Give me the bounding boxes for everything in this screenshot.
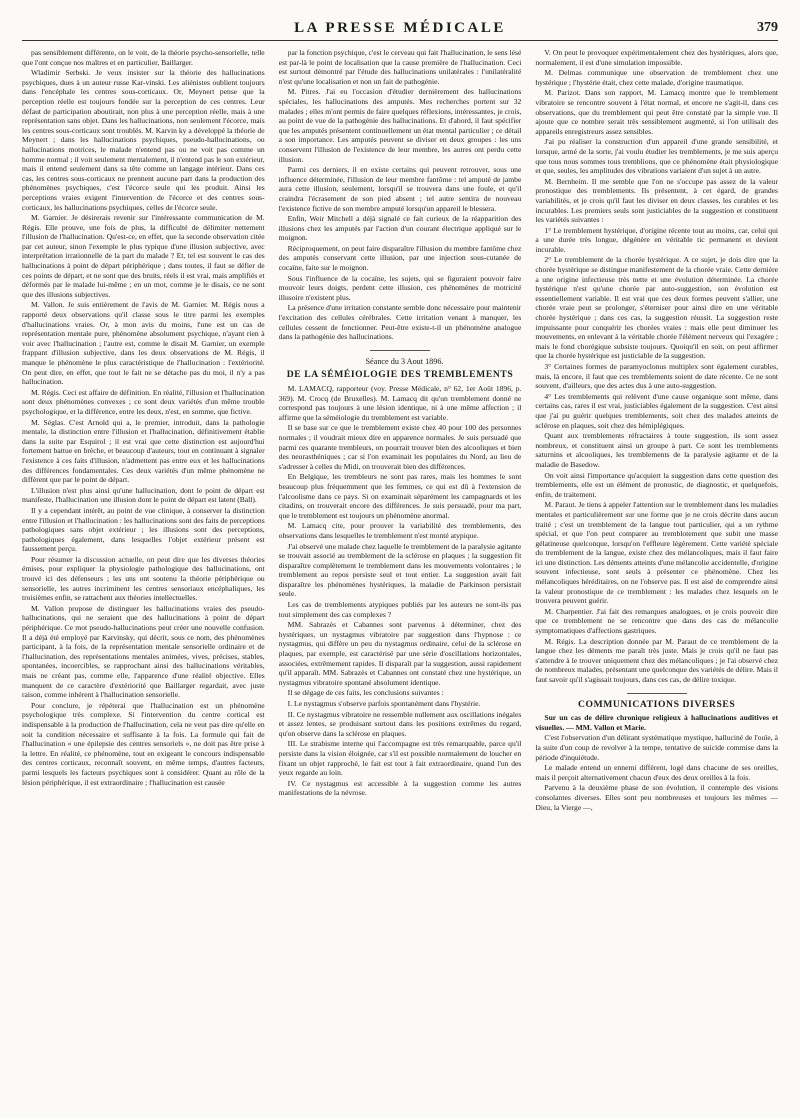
paragraph: V. On peut le provoquer expérimentalement chez des hystériques, alors que, normalement, il est d'une simulation impossible. [535,48,779,67]
paragraph: Pour conclure, je répéterai que l'hallucination est un phénomène psychologique très complexe. Si l'intervention du centre cortical est indispensable à la production de l'hallucination, cela ne veut pas dire qu'elle en soit la condition nécessaire et suffisante à la fois. La formule qui fait de l'hallucination « une épilepsie des centres sensoriels », ne doit pas être prise à la lettre. En réalité, ce phénomène, tout en exigeant le concours indispensable des centres corticaux, reconnaît souvent, en même temps, d'autres facteurs, parmi lesquels les facteurs psychiques sont à considérer. Quant au rôle de la lésion périphérique, il est extraordinaire ; l'hallucination est causée [22,700,265,787]
paragraph: J'ai observé une malade chez laquelle le tremblement de la paralysie agitante se trouvait associé au tremblement de la sclérose en plaques ; la suggestion fit disparaître complètement le tremblement dans les mouvements volontaires ; le tremblement au repos persiste seul et tout entier. La suggestion avait fait disparaître les phénomènes hystériques, la maladie de Parkinson persistait seule. [278,541,522,599]
paragraph: M. LAMACQ, rapporteur (voy. Presse Médicale, n° 62, 1er Août 1896, p. 369). M. Crocq (de Bruxelles). M. Lamacq dit qu'un tremblement donné ne correspond pas toujours à une lésion identique, ni à une même affection ; il affirme que la séméiologie du tremblement est variable. [278,384,522,422]
paragraph: MM. Sabrazès et Cabannes sont parvenus à déterminer, chez des hystériques, un nystagmus vibratoire par suggestion dans l'hypnose : ce nystagmus, qui diffère un peu du nystagmus ordinaire, celui de la sclérose en plaques, par exemple, est caractérisé par une série d'oscillations horizontales, associées, extrêmement rapides. Il disparaît par la suggestion, aussi rapidement qu'il apparaît. MM. Sabrazès et Cabannes ont constaté chez une hystérique, un nystagmus vibratoire spontané absolument identique. [278,620,522,687]
paragraph: Wladimir Serbski. Je veux insister sur la théorie des hallucinations psychiques, dues à un auteur russe Kar-vinski. Les aliénistes oublient toujours dans l'encéphale les centres sous-corticaux. Or, Meynert pense que la perception réelle est toujours fondée sur la perception de ces centres. Leur défaut de participation aboutirait, non plus à une perception réelle, mais à une représentation sans objet. Dans les hallucinations, non seulement l'écorce, mais les centres sous-corticaux sont troublés. M. Karvin ky a développé la théorie de Meynert ; dans les hallucinations psychiques, pseudo-hallucinations, ou hallucinations motrices, le malade n'entend pas ou ne voit pas comme un homme normal ; il voit seulement mentalement, il n'entend pas le son extérieur, mais il entend seulement dans sa tête comme un langage intérieur. Dans ces cas, les centres sous-corticaux ne prennent aucune part dans la production des phénomènes psychiques, c'est l'écorce seule qui les produit. Ainsi les perceptions vraies exigent l'intervention de l'écorce et des centres sous-corticaux, les hallucinations psychiques, celles de l'écorce seule. [22,68,265,212]
paragraph: Le malade entend un ennemi différent, logé dans chacune de ses oreilles, mais il perçoit alternativement chacun d'eux des deux oreilles à la fois. [535,763,779,782]
paragraph: Il y a cependant intérêt, au point de vue clinique, à conserver la distinction entre l'illusion et l'hallucination : les hallucinations sont des faits de perceptions pathologiques sans objet extérieur ; les illusions sont des perceptions, pathologiques également, dans lesquelles l'objet extérieur présent est faussement perçu. [22,505,265,554]
section-divider [627,693,687,694]
section-heading-tremblements: DE LA SÉMÉIOLOGIE DES TREMBLEMENTS [286,369,514,381]
article-columns [22,48,778,1106]
paragraph: J'ai pu réaliser la construction d'un appareil d'une grande sensibilité, et lorsque, armé de la sorte, j'ai voulu étudier les tremblements, je me suis aperçu que tous nous sommes tous tremblions, que ce phénomène était physiologique et que, seules, les amplitudes des vibrations variaient d'un sujet à un autre. [535,137,779,176]
paragraph: M. Garnier. Je désirerais revenir sur l'intéressante communication de M. Régis. Elle prouve, une fois de plus, la difficulté de délimiter nettement l'illusion de l'hallucination. Qu'est-ce, en effet, que la seconde observation citée par cet auteur, sinon l'exemple le plus typique d'une illusion subjective, avec interprétation irrationnelle de la part du malade ? Et, tel est souvent le cas des hallucinations à point de départ périphérique ; dans toutes, il faut se défier de ces points de départ, et ne sont que des bruits, réels il est vrai, mais amplifiés et déformés par le malade lui-même ; en un mot, comme je le disais, ce ne sont que des illusions subjectives. [22,213,265,299]
paragraph: II. Ce nystagmus vibratoire ne ressemble nullement aux oscillations inégales et assez lentes, se produisant surtout dans les positions extrêmes du regard, qu'on observe dans la sclérose en plaques. [278,709,522,738]
paragraph: I. Le nystagmus s'observe parfois spontanément dans l'hystérie. [287,699,481,708]
paragraph: IV. Ce nystagmus est accessible à la suggestion comme les autres manifestations de la névrose. [278,778,522,798]
journal-title: LA PRESSE MÉDICALE [294,20,506,36]
paragraph: M. Vallon propose de distinguer les hallucinations vraies des pseudo-hallucinations, qui ne seraient que des hallucinations à point de départ périphérique. Ce mot pseudo-hallucinations peut créer une nouvelle confusion. Il a déjà été employé par Karvinsky, qui décrit, sous ce nom, des phénomènes participant, à la fois, de la représentation mentale sensorielle ordinaire et de l'hallucination, des représentations mentales animées, vives, précises, stables, spontanées, incoercibles, se rapprochant ainsi des hallucinations véritables, mais ne créant pas, comme elle, l'apparence d'une réalité objective. Elles manquent de ce caractère d'extériorité que Baillarger regardait, avec juste raison, comme inhérent à l'hallucination sensorielle. [22,603,265,700]
paragraph: Parvenu à la deuxième phase de son évolution, il contemple des visions consolantes diverses. Elles sont peu nombreuses et toujours les mêmes — Dieu, la Vierge —, [535,783,779,812]
paragraph: 1° Le tremblement hystérique, d'origine récente tout au moins, car, celui qui a une durée très longue, dégénère en véritable tic permanent et devient incurable. [535,225,779,254]
column-right [535,48,778,1106]
paragraph: M. Pitres. J'ai eu l'occasion d'étudier dernièrement des hallucinations spéciales, les hallucinations des amputés. Mes recherches portent sur 32 malades ; elles m'ont permis de faire quelques réflexions, intéressantes, je crois, au point de vue de la pathogénie des hallucinations. Et d'abord, il faut spécifier que les amputés présentent continuellement un état mental particulier ; ce détail a son importance. Les amputés peuvent se diviser en deux groupes : les uns conservent l'illusion de l'existence de leur membre, les autres ont perdu cette illusion. [278,87,522,164]
paragraph: M. Régis. La description donnée par M. Paraut de ce tremblement de la langue chez les déments me paraît très juste. Mais je crois qu'il ne faut pas s'attendre à le trouver uniquement chez des mélancoliques ; je l'ai observé chez de nombreux malades, présentant une quelconque des variétés de délire. Mais il faut savoir qu'il s'agissait toujours, dans ces cas, de délire toxique. [535,636,779,684]
page-header [22,18,778,41]
paragraph: pas sensiblement différente, on le voit, de la théorie psycho-sensorielle, telle que l'ont conçue nos maîtres et en particulier, Baillarger. [22,48,265,67]
session-date: Séance du 3 Aout 1896. [365,356,444,366]
paragraph: par la fonction psychique, c'est le cerveau qui fait l'hallucination, le sens lésé est par-là le point de localisation que la cause première de l'hallucination. Ceci est surtout démontré par l'étude des hallucinations unilatérales : l'unilatéralité n'est qu'une localisation et non un fait de pathogénie. [278,48,522,86]
page-number: 379 [757,20,778,35]
paragraph: M. Lamacq cite, pour prouver la variabilité des tremblements, des observations dans lesquelles le tremblement n'est monté atypique. [278,521,522,540]
paragraph: C'est l'observation d'un délirant systématique mystique, halluciné de l'ouïe, à la suite d'un coup de revolver à la tempe, tentative de suicide commise dans la période d'inquiétude. [535,733,779,762]
paragraph: En Belgique, les trembleurs ne sont pas rares, mais les hommes le sont beaucoup plus fréquemment que les femmes, ce qui est dû à l'extension de l'alcoolisme dans ce pays. Si on examinait séparément les campagnards et les citadins, on trouverait encore des différences. Je suis persuadé, pour ma part, que le tremblement est toujours un phénomène anormal. [278,472,522,520]
paragraph: Sous l'influence de la cocaïne, les sujets, qui se figuraient pouvoir faire mouvoir leurs doigts, perdent cette illusion, ces phénomènes de motricité illusoire n'existent plus. [278,273,522,302]
section-heading-communications: COMMUNICATIONS DIVERSES [578,698,736,710]
paragraph: Les cas de tremblements atypiques publiés par les auteurs ne sont-ils pas tout simplement des cas complexes ? [278,600,522,619]
case-heading: Sur un cas de délire chronique religieux à hallucinations auditives et visuelles. — MM. Vallon et Marie. [535,713,779,732]
paragraph: 3° Certaines formes de paramyoclonus multiplex sont également curables, mais, là encore, il faut que ces tremblements soient de date récente. Ce ne sont souvent, d'ailleurs, que des actes dus à une auto-suggestion. [535,362,779,391]
paragraph: M. Paraut. Je tiens à appeler l'attention sur le tremblement dans les maladies mentales et particulièrement sur une forme que je ne crois décrite dans aucun traité ; c'est un tremblement de la langue tout particulier, qui a un rythme spécial, et que l'on peut comparer au tremblotement que subit une masse gélatineuse quelconque, lorsqu'on l'effleure légèrement. Cette variété spéciale du tremblement de la langue, existe chez des mélancoliques, mais il faut faire ici une distinction. Les déments atteints d'une mélancolie accidentelle, d'origine souvent infectieuse, sont seuls à présenter ce phénomène. Chez les mélancoliques héréditaires, on ne l'observe pas. Il est aisé de comprendre ainsi la valeur pronostique de ce tremblement : les malades chez lesquels on le trouvera peuvent guérir. [535,500,779,606]
paragraph: L'illusion n'est plus ainsi qu'une hallucination, dont le point de départ est manifeste, l'hallucination une illusion dont le point de départ est latent (Ball). [22,485,265,505]
paragraph: 2° Le tremblement de la chorée hystérique. A ce sujet, je dois dire que la chorée hystérique se distingue manifestement de la chorée vraie. Cette dernière a une origine infectieuse très nette et une évolution déterminée. La chorée hystérique n'est qu'une chorée par auto-suggestion, son évolution est essentiellement variable. Il est vrai que ces deux formes peuvent s'allier, une chorée vraie peut se prolonger, s'éterniser pour ainsi dire en une véritable chorée hystérique ; dans ces cas, la suggestion réussit. La suggestion reste impuissante pour conquérir les chorées vraies : mais elle peut diminuer les mouvements, en enlevant à la véritable chorée l'élément nerveux qui l'exagère ; mais le fond chorégique subsiste toujours. Quoiqu'il en soit, on peut affirmer que la chorée hystérique est justiciable de la suggestion. [535,255,779,361]
paragraph: Il se base sur ce que le tremblement existe chez 40 pour 100 des personnes normales ; il voudrait mieux dire en apparence normales. Je suis persuadé que parmi ces quarante trembleurs, on pourrait trouver bien des alcooliques et bien des neurasthéniques ; car si l'on examinait les populaires du Nord, au lieu de s'adresser à celles du Midi, on trouverait bien des différences. [278,423,522,471]
paragraph: Il se dégage de ces faits, les conclusions suivantes : [287,688,444,698]
paragraph: On voit ainsi l'importance qu'acquiert la suggestion dans cette question des tremblements, elle est un élément de pronostic, de diagnostic, et quelquefois, enfin, de traitement. [535,470,779,499]
paragraph: M. Vallon. Je suis entièrement de l'avis de M. Garnier. M. Régis nous a rapporté deux observations qu'il classe sous le titre parmi les exemples d'hallucinations vraies. Or, à mon avis du moins, l'une est un cas de représentation mentale pure, phénomène absolument psychique, n'ayant rien à voir avec l'hallucination ; l'autre est, comme le disait M. Garnier, un exemple frappant d'illusion subjective, dans les deux observations de M. Régis, il manque le phénomène le plus caractéristique de l'hallucination : l'extériorité. On peut dire, en effet, que tout le fait ne se détache pas du moi, il n'y a pas hallucination. [22,300,265,387]
paragraph: Parmi ces derniers, il en existe certains qui peuvent retrouver, sous une influence déterminée, l'illusion de leur membre fantôme : tel amputé de jambe aura cette illusion, seulement, lorsqu'il se trouvera dans une foule, et qu'il craindra l'écrasement de son pied absent ; tel autre sentira de nouveau l'existence fictive de son membre amputé lorsqu'un appareil le blessera. [278,165,522,213]
paragraph: Réciproquement, on peut faire disparaître l'illusion du membre fantôme chez des amputés conservant cette illusion, par une injection sous-cutanée de cocaïne, faite sur le moignon. [278,243,522,273]
column-middle [279,48,522,1106]
paragraph: M. Delmas communique une observation de tremblement chez une hystérique ; l'hystérie était, chez cette malade, d'origine traumatique. [535,68,779,87]
paragraph: Enfin, Weir Mitchell a déjà signalé ce fait curieux de la réapparition des illusions chez les amputés par l'action d'un courant électrique appliqué sur le moignon. [278,214,522,243]
paragraph: III. Le strabisme interne qui l'accompagne est très remarquable, parce qu'il persiste dans la vision éloignée, car s'il est possible normalement de loucher en fixant un objet rapproché, le fait est tout à fait extraordinaire, quand l'un des yeux regarde au loin. [278,739,522,778]
column-left [22,48,265,1106]
paragraph: M. Parizot. Dans son rapport, M. Lamacq montre que le tremblement vibratoire se rencontre souvent à l'état normal, et encore ne s'agit-il, dans ces observations, que du tremblement qui peut être constaté par la simple vue. Il ajoute que ce nombre serait très sensiblement augmenté, si l'on utilisait des appareils enregistreurs assez sensibles. [535,88,779,136]
paragraph: M. Charpentier. J'ai fait des remarques analogues, et je crois pouvoir dire que ce tremblement ne se rencontre que dans des cas de mélancolie symptomatiques d'affections gastriques. [535,606,779,636]
paragraph: M. Régis. Ceci est affaire de définition. En réalité, l'illusion et l'hallucination sont deux phénomènes convexes ; ce sont deux variétés d'un même trouble psychologique, et la différence, entre les deux, n'est, en somme, que fictive. [22,387,265,416]
paragraph: Pour résumer la discussion actuelle, on peut dire que les diverses théories émises, pour expliquer la physiologie pathologique des hallucinations, ont trouvé ici des défenseurs ; les uns ont soutenu la théorie périphérique ou sensorielle, les autres incriminent les centres sensoriaux encéphaliques, les troisièmes enfin, se rattachent aux théories intellectuelles. [22,554,265,603]
paragraph: Quant aux tremblements réfractaires à toute suggestion, ils sont assez nombreux, et constituent ainsi un groupe à part. Ce sont les tremblements saturnins et alcooliques, les tremblements de la paralysie agitante et de la maladie de Basedow. [535,431,779,469]
section-divider [370,350,430,351]
paragraph: 4° Les tremblements qui relèvent d'une cause organique sont même, dans certains cas, rares il est vrai, justiciables également de la suggestion. C'est ainsi que j'ai pu guérir quelques tremblements, soit chez des malades atteints de sclérose en plaques, soit chez des hémiplégiques. [535,391,779,430]
paragraph: M. Bernheim. Il me semble que l'on ne s'occupe pas assez de la valeur pronostique des tremblements. Ils présentent, à cet égard, de grandes variabilités, et je crois qu'il faut les diviser en deux classes, les curables et les incurables. Les premiers seuls sont justiciables de la suggestion et constituent les variétés suivantes : [535,176,779,225]
paragraph: La présence d'une irritation constante semble donc nécessaire pour maintenir l'excitation des cellules cérébrales. Cette irritation venant à manquer, les cellules cessent de fonctionner. Peut-être existe-t-il un phénomène analogue dans la pathogénie des hallucinations. [278,303,522,342]
paragraph: M. Séglas. C'est Arnold qui a, le premier, introduit, dans la pathologie mentale, la distinction entre l'illusion et l'hallucination, définitivement établie dans la suite par Esquirol ; il est vrai que cette distinction est aujourd'hui fortement battue en brèche, et beaucoup d'auteurs, tout en continuant à signaler l'existence à ces faits d'illusion, n'admettent pas entre eux et les hallucinations des différences fondamentales. Ces deux variétés d'un même phénomène ne diffèrent que par le point de départ. [22,417,265,485]
